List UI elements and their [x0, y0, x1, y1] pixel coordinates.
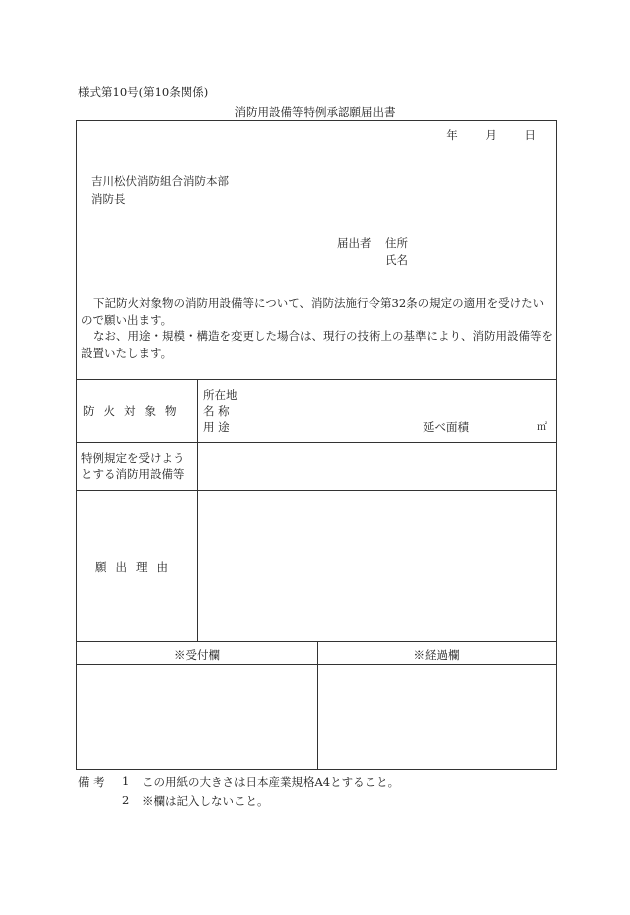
notes-label: 備 考 — [78, 775, 105, 789]
divider-header-bottom — [77, 379, 556, 380]
month-label: 月 — [485, 128, 497, 142]
name-label: 氏名 — [385, 253, 408, 267]
location-label: 所在地 — [203, 388, 238, 402]
form-number: 様式第10号(第10条関係) — [78, 85, 209, 99]
request-paragraph-2: なお、用途・規模・構造を変更した場合は、現行の技術上の基準により、消防用設備等を設置いたします。 — [81, 329, 553, 360]
progress-label: ※経過欄 — [413, 648, 460, 662]
note-1-number: 1 — [122, 774, 130, 788]
divider-fire-target-bottom — [77, 442, 556, 443]
request-text — [81, 295, 553, 361]
year-label: 年 — [446, 128, 458, 142]
reason-label: 願出理由 — [95, 560, 177, 574]
note-1-text: この用紙の大きさは日本産業規格A4とすること。 — [142, 775, 400, 789]
addressee-title: 消防長 — [91, 192, 126, 206]
fire-target-label: 防火対象物 — [83, 404, 186, 418]
note-2-text: ※欄は記入しないこと。 — [142, 794, 269, 808]
area-unit-label: ㎡ — [537, 422, 547, 433]
floor-area-label: 延べ面積 — [423, 420, 469, 434]
note-2-number: 2 — [122, 793, 130, 807]
addressee-organization: 吉川松伏消防組合消防本部 — [91, 174, 229, 188]
request-paragraph-1: 下記防火対象物の消防用設備等について、消防法施行令第32条の規定の適用を受けたいので願い出ます。 — [81, 296, 545, 327]
special-equipment-label — [81, 450, 185, 482]
reception-label: ※受付欄 — [174, 648, 220, 662]
form-title: 消防用設備等特例承認願届出書 — [234, 105, 396, 119]
day-label: 日 — [524, 128, 536, 142]
divider-special-equipment-bottom — [77, 490, 556, 491]
special-equipment-label-line1: 特例規定を受けよう — [81, 451, 185, 465]
date-line — [446, 127, 536, 143]
label-column-divider — [197, 379, 198, 641]
address-label: 住所 — [385, 236, 408, 250]
form-frame — [76, 120, 557, 770]
facility-use-label: 用 途 — [203, 420, 230, 434]
special-equipment-label-line2: とする消防用設備等 — [81, 467, 185, 481]
notifier-label: 届出者 — [337, 236, 372, 250]
facility-name-label: 名 称 — [203, 404, 230, 418]
